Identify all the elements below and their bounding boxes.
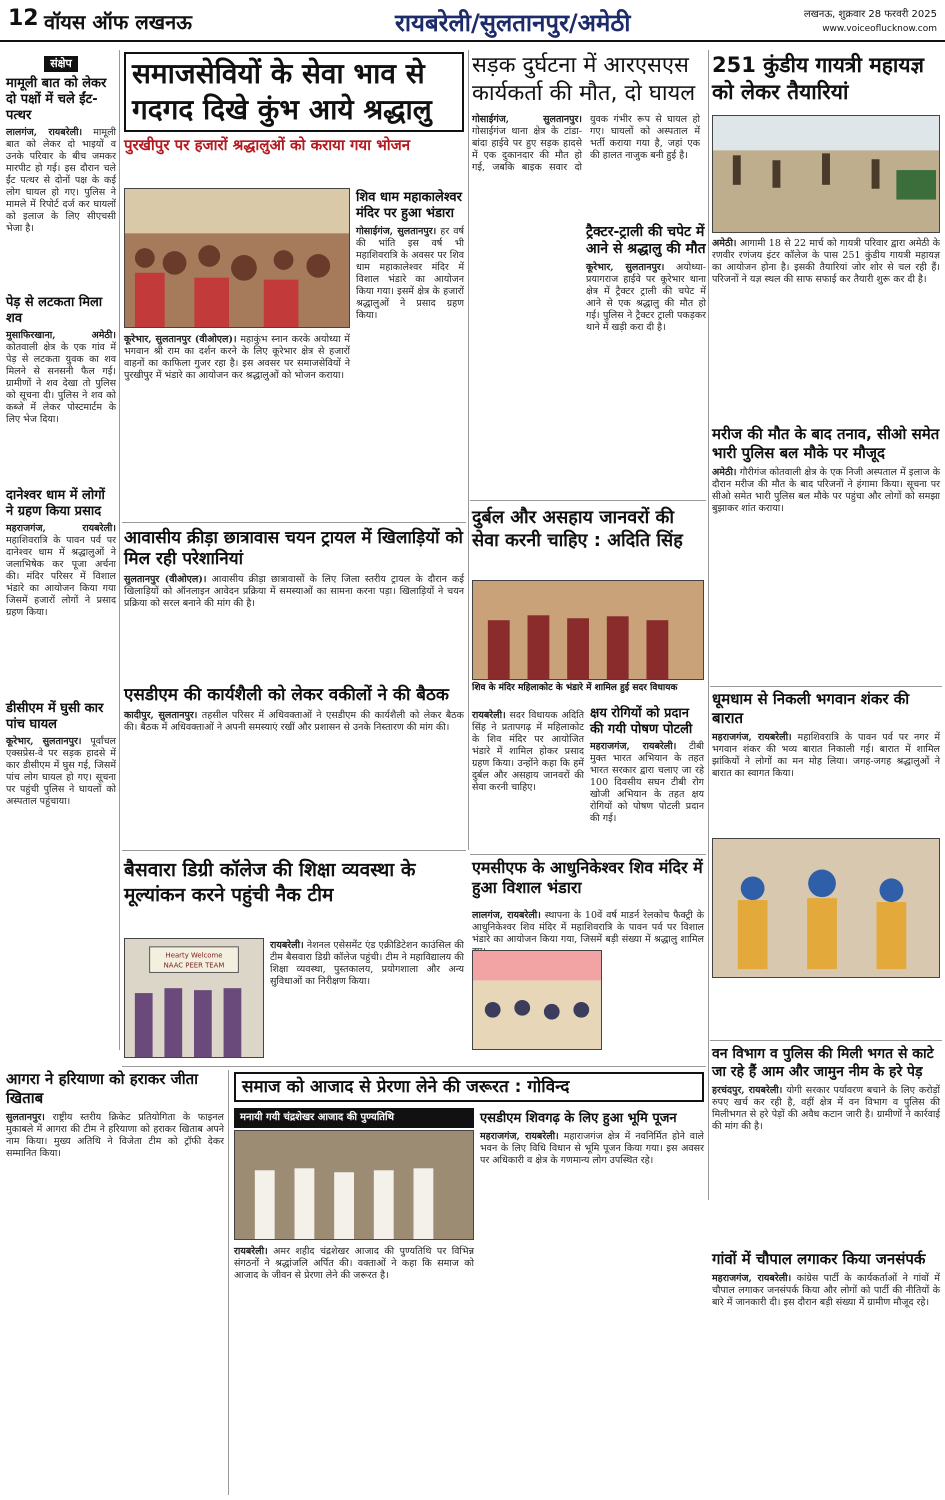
story-dateline: सुलतानपुर। xyxy=(6,1112,45,1123)
story-patient-death xyxy=(712,425,940,683)
brief-headline: दानेश्वर धाम में लोगों ने ग्रहण किया प्रसाद xyxy=(6,488,105,519)
issue-date: लखनऊ, शुक्रवार 28 फरवरी 2025 xyxy=(803,9,937,20)
sidebar-tag: संक्षेप xyxy=(44,56,78,72)
story-dateline: गोसाईगंज, सुलतानपुर। xyxy=(472,114,582,125)
story-aditi xyxy=(472,506,704,576)
story-body: आवासीय क्रीड़ा छात्रावासों के लिए जिला स्तरीय ट्रायल के दौरान कई खिलाड़ियों को ऑनलाइन आवेदन प्रक्रिया में समस्याओं का सामना करना पड़ा। खिलाड़ियों ने चयन प्रक्रिया को सरल बनाने की मांग की है। xyxy=(124,574,464,609)
story-text xyxy=(124,574,464,674)
story-yagya xyxy=(712,52,940,112)
story-dateline: कूरेभार, सुलतानपुर (वीओएल)। xyxy=(124,334,237,345)
story-headline: 251 कुंडीय गायत्री महायज्ञ को लेकर तैयारियां xyxy=(712,53,925,104)
story-headline: एसडीएम शिवगढ़ के लिए हुआ भूमि पूजन xyxy=(480,1111,677,1126)
story-sdm-meeting xyxy=(124,685,464,845)
story-headline: वन विभाग व पुलिस की मिली भगत से काटे जा रहे हैं आम और जामुन नीम के हरे पेड़ xyxy=(712,1046,934,1080)
story-text xyxy=(356,226,464,506)
story-headline: एमसीएफ के आधुनिकेश्वर शिव मंदिर में हुआ विशाल भंडारा xyxy=(472,858,703,897)
story-headline: एसडीएम की कार्यशैली को लेकर वकीलों ने की बैठक xyxy=(124,685,449,705)
brief-headline: मामूली बात को लेकर दो पक्षों में चले ईंट-पत्थर xyxy=(6,76,107,123)
story-headline: आगरा ने हरियाणा को हराकर जीता खिताब xyxy=(6,1070,199,1107)
story-dateline: रायबरेली। xyxy=(234,1246,268,1257)
story-body: महाशिवरात्रि के पावन पर्व पर नगर में भगवान शंकर की भव्य बारात निकाली गई। बारात में शामिल झांकियों ने लोगों का मन मोह लिया। जगह-जगह श्रद्धालुओं ने बारात का स्वागत किया। xyxy=(712,732,940,779)
story-text xyxy=(124,710,464,830)
procession-photo-icon xyxy=(713,839,939,977)
azad-photo xyxy=(234,1130,474,1240)
story-text xyxy=(712,467,940,657)
brief-body: महाशिवरात्रि के पावन पर्व पर दानेश्वर धाम में श्रद्धालुओं ने जलाभिषेक कर पूजा अर्चना की। मंदिर परिसर में विशाल भंडारे का आयोजन किया गया जिसमें हजारों लोगों ने प्रसाद ग्रहण किया। xyxy=(6,535,116,618)
story-body: तहसील परिसर में अधिवक्ताओं ने एसडीएम की कार्यशैली को लेकर बैठक की। बैठक में अधिवक्ताओं ने अपनी समस्याएं रखीं और प्रशासन से उनके निस्तारण की मांग की। xyxy=(124,710,464,733)
story-dateline: गोसाईगंज, सुलतानपुर। xyxy=(356,226,437,237)
story-bhoomi-pujan xyxy=(480,1110,704,1490)
story-naac xyxy=(124,858,464,936)
kumbh-photo xyxy=(124,188,350,328)
story-text xyxy=(586,262,706,482)
paper-name: वॉयस ऑफ लखनऊ xyxy=(44,10,192,34)
story-text xyxy=(712,732,940,842)
story-smf-text xyxy=(472,910,704,946)
shiv-barat-photo xyxy=(712,838,940,978)
story-body: सदर विधायक अदिति सिंह ने प्रतापगढ़ में महिलाकोट के शिव मंदिर पर आयोजित भंडारे में शामिल होकर प्रसाद ग्रहण किया। उन्होंने कहा कि हमें दुर्बल और असहाय जानवरों की सेवा करनी चाहिए। xyxy=(472,710,584,793)
yagya-photo xyxy=(712,115,940,233)
brief-body: पूर्वांचल एक्सप्रेस-वे पर सड़क हादसे में कार डीसीएम में घुस गई, जिसमें पांच लोग घायल हो गए। सूचना पर पहुंची पुलिस ने घायलों को अस्पताल पहुंचाया। xyxy=(6,736,116,807)
azad-photo-caption: मनायी गयी चंद्रशेखर आजाद की पुण्यतिथि xyxy=(234,1108,474,1128)
story-tractor xyxy=(586,224,706,504)
story-headline: ट्रैक्टर-ट्राली की चपेट में आने से श्रद्धालु की मौत xyxy=(586,224,706,257)
brief-dateline: मुसाफिरखाना, अमेठी। xyxy=(6,330,116,341)
story-body: योगी सरकार पर्यावरण बचाने के लिए करोड़ों रुपए खर्च कर रही है, वहीं क्षेत्र में वन विभाग व पुलिस की मिलीभगत से हरे पेड़ों की अवैध कटान जारी है। ग्रामीणों ने कार्रवाई की मांग की है। xyxy=(712,1085,940,1132)
story-kumbh-text xyxy=(124,334,350,484)
story-dateline: महराजगंज, रायबरेली। xyxy=(480,1131,559,1142)
story-text xyxy=(6,1112,224,1492)
story-text xyxy=(712,1085,940,1215)
brief-text xyxy=(6,127,116,287)
website-url[interactable]: www.voiceoflucknow.com xyxy=(822,24,937,34)
story-body: टीबी मुक्त भारत अभियान के तहत भारत सरकार द्वारा चलाए जा रहे 100 दिवसीय सघन टीबी रोग खोजी अभियान के तहत क्षय रोगियों को पोषण पोटली प्रदान की गई। xyxy=(590,741,704,824)
story-yagya-text xyxy=(712,238,940,418)
story-headline: सड़क दुर्घटना में आरएसएस कार्यकर्ता की मौत, दो घायल xyxy=(472,53,696,106)
story-headline: समाज को आजाद से प्रेरणा लेने की जरूरत : गोविन्द xyxy=(234,1072,704,1102)
story-naac-text xyxy=(270,940,464,1060)
story-body: महाकुंभ स्नान करके अयोध्या में भगवान श्री राम का दर्शन करने के लिए कूरेभार क्षेत्र से हजारों वाहनों का काफिला गुजर रहा है। इस अवसर पर समाजसेवियों ने पुरखीपुर में भंडारे का आयोजन कर श्रद्धालुओं को भोजन कराया। xyxy=(124,334,350,381)
crowd-photo-icon xyxy=(125,189,349,327)
story-body: नेशनल एसेसमेंट एंड एक्रीडिटेशन काउंसिल की टीम बैसवारा डिग्री कॉलेज पहुंची। टीम ने महाविद्यालय की शिक्षा व्यवस्था, पुस्तकालय, प्रयोगशाला और अन्य सुविधाओं का निरीक्षण किया। xyxy=(270,940,464,987)
story-text xyxy=(480,1131,704,1471)
welcome-banner-line2: NAAC PEER TEAM xyxy=(163,961,225,970)
aditi-photo xyxy=(472,580,704,680)
sidebar-briefs xyxy=(6,52,116,872)
story-dateline: रायबरेली। xyxy=(472,710,506,721)
brief-body: मामूली बात को लेकर दो भाइयों व उनके परिवार के बीच जमकर मारपीट हो गई। इस दौरान चले ईंट पत्थर से दोनों पक्ष के कई लोग घायल हो गए। पुलिस ने मामले में रिपोर्ट दर्ज कर घायलों को इलाज के लिए सीएचसी भेजा है। xyxy=(6,127,116,234)
story-dateline: महराजगंज, रायबरेली। xyxy=(712,1273,792,1284)
brief-text xyxy=(6,736,116,896)
tribute-photo-icon xyxy=(235,1131,473,1239)
masthead xyxy=(0,0,945,42)
story-body: राष्ट्रीय स्तरीय क्रिकेट प्रतियोगिता के फाइनल मुकाबले में आगरा की टीम ने हरियाणा को हराकर खिताब अपने नाम किया। मुख्य अतिथि ने विजेता टीम को ट्रॉफी देकर सम्मानित किया। xyxy=(6,1112,224,1159)
story-dateline: महराजगंज, रायबरेली। xyxy=(590,741,677,752)
story-headline: क्षय रोगियों को प्रदान की गयी पोषण पोटली xyxy=(590,706,693,737)
story-dateline: लालगंज, रायबरेली। xyxy=(472,910,541,921)
brief-text xyxy=(6,523,116,693)
group-photo-icon xyxy=(473,581,703,679)
story-dateline: कादीपुर, सुलतानपुर। xyxy=(124,710,198,721)
smf-photo xyxy=(472,950,602,1050)
story-shiv-barat xyxy=(712,690,940,840)
story-body: अयोध्या-प्रयागराज हाईवे पर कूरेभार थाना क्षेत्र में ट्रैक्टर ट्राली की चपेट में आने से एक श्रद्धालु की मौत हो गई। पुलिस ने ट्रैक्टर ट्राली पकड़कर थाने में खड़ी करा दी है। xyxy=(586,262,706,333)
bhandara-photo-icon xyxy=(473,951,601,1049)
story-tb xyxy=(590,706,704,850)
story-cricket xyxy=(6,1070,224,1490)
story-dateline: अमेठी। xyxy=(712,238,737,249)
edition-title: रायबरेली/सुलतानपुर/अमेठी xyxy=(395,9,631,37)
story-text xyxy=(590,741,704,831)
story-chaupal xyxy=(712,1250,940,1495)
story-dateline: अमेठी। xyxy=(712,467,737,478)
story-body: स्थापना के 10वें वर्ष माडर्न रेलकोच फैक्ट्री के आधुनिकेश्वर शिव मंदिर में महाशिवरात्रि के पावन पर्व पर विशाल भंडारे का आयोजन किया गया, जिसमें बड़ी संख्या में श्रद्धालु शामिल xyxy=(472,910,704,945)
field-work-photo-icon xyxy=(713,116,939,232)
story-body: कांग्रेस पार्टी के कार्यकर्ताओं ने गांवों में चौपाल लगाकर जनसंपर्क किया और लोगों को पार्टी की नीतियों के बारे में जानकारी दी। इस दौरान बड़ी संख्या में ग्रामीण मौजूद रहे। xyxy=(712,1273,940,1308)
story-headline: शिव धाम महाकालेश्वर मंदिर पर हुआ भंडारा xyxy=(356,190,462,221)
welcome-banner-line1: Hearty Welcome xyxy=(165,951,223,960)
story-headline: समाजसेवियों के सेवा भाव से गदगद दिखे कुंभ आये श्रद्धालु xyxy=(124,52,464,132)
story-headline: बैसवारा डिग्री कॉलेज की शिक्षा व्यवस्था के मूल्यांकन करने पहुंची नैक टीम xyxy=(124,859,416,906)
story-dateline: महराजगंज, रायबरेली। xyxy=(712,732,792,743)
aditi-photo-caption: शिव के मंदिर महिलाकोट के भंडारे में शामिल हुई सदर विधायक xyxy=(472,683,704,694)
delegation-photo-icon xyxy=(125,939,263,1057)
story-dateline: हरचंदपुर, रायबरेली। xyxy=(712,1085,783,1096)
story-body: आगामी 18 से 22 मार्च को गायत्री परिवार द्वारा अमेठी के रणवीर रणंजय इंटर कॉलेज के पास 251 कुंडीय गायत्री महायज्ञ का आयोजन होना है। इसकी तैयारियां जोर शोर से चल रही हैं। परिजनों ने यज्ञ स्थल की साफ सफाई कर तैयारी शुरू कर दी है। xyxy=(712,238,940,285)
story-forest xyxy=(712,1045,940,1245)
brief-dateline: लालगंज, रायबरेली। xyxy=(6,127,83,138)
brief-dateline: कूरेभार, सुलतानपुर। xyxy=(6,736,82,747)
story-headline: मरीज की मौत के बाद तनाव, सीओ समेत भारी पुलिस बल मौके पर मौजूद xyxy=(712,425,940,462)
story-body: महाराजगंज क्षेत्र में नवनिर्मित होने वाले भवन के लिए विधि विधान से भूमि पूजन किया गया। इस अवसर पर अधिकारी व क्षेत्र के गणमान्य लोग उपस्थित रहे। xyxy=(480,1131,704,1166)
story-dateline: कूरेभार, सुलतानपुर। xyxy=(586,262,665,273)
story-dateline: रायबरेली। xyxy=(270,940,304,951)
story-headline: दुर्बल और असहाय जानवरों की सेवा करनी चाहिए : अदिति सिंह xyxy=(472,507,683,551)
story-subhead: पुरखीपुर पर हजारों श्रद्धालुओं को कराया गया भोजन xyxy=(124,136,411,154)
story-headline: धूमधाम से निकली भगवान शंकर की बारात xyxy=(712,690,910,727)
story-body: अमर शहीद चंद्रशेखर आजाद की पुण्यतिथि पर विभिन्न संगठनों ने श्रद्धांजलि अर्पित की। वक्ताओं ने कहा कि समाज को आजाद के जीवन से प्रेरणा लेने की जरूरत है। xyxy=(234,1246,474,1281)
brief-body: कोतवाली क्षेत्र के एक गांव में पेड़ से लटकता युवक का शव मिलने से सनसनी फैल गई। ग्रामीणों ने शव देखा तो पुलिस को सूचना दी। पुलिस ने शव को कब्जे में लेकर पोस्टमार्टम के लिए भेज दिया। xyxy=(6,342,116,425)
brief-headline: पेड़ से लटकता मिला शव xyxy=(6,295,103,326)
brief-headline: डीसीएम में घुसी कार पांच घायल xyxy=(6,701,104,732)
story-body: गोसाईगंज थाना क्षेत्र के टांडा-बांदा हाईवे पर हुए सड़क हादसे में एक दुकानदार की मौत हो गई, जबकि बाइक सवार दो युवक गंभीर रूप से घायल हो गए। घायलों को अस्पताल में भर्ती कराया गया है, जहां एक की हालत नाजुक बनी हुई है। xyxy=(472,114,700,173)
story-azad-text xyxy=(234,1246,474,1494)
story-bhandara-shiv xyxy=(356,190,464,520)
naac-photo xyxy=(124,938,264,1058)
story-azad xyxy=(234,1072,704,1112)
story-text xyxy=(712,1273,940,1473)
brief-dateline: महराजगंज, रायबरेली। xyxy=(6,523,116,534)
story-headline: गांवों में चौपाल लगाकर किया जनसंपर्क xyxy=(712,1250,926,1268)
story-body: गौरीगंज कोतवाली क्षेत्र के एक निजी अस्पताल में इलाज के दौरान मरीज की मौत के बाद परिजनों ने हंगामा किया। सूचना पर सीओ समेत भारी पुलिस बल मौके पर पहुंचा और लोगों को समझा बुझाकर शांत कराया। xyxy=(712,467,940,514)
brief-text xyxy=(6,330,116,480)
story-headline: आवासीय क्रीड़ा छात्रावास चयन ट्रायल में खिलाड़ियों को मिल रही परेशानियां xyxy=(124,528,463,569)
story-body: हर वर्ष की भांति इस वर्ष भी महाशिवरात्रि के अवसर पर शिव धाम महाकालेश्वर मंदिर में विशाल भंडारे का आयोजन किया गया। इसमें क्षेत्र के हजारों श्रद्धालुओं ने प्रसाद ग्रहण किया। xyxy=(356,226,464,321)
story-dateline: सुलतानपुर (वीओएल)। xyxy=(124,574,207,585)
story-aditi-text xyxy=(472,710,584,850)
page-number: 12 xyxy=(8,6,39,31)
story-hostel xyxy=(124,528,464,678)
